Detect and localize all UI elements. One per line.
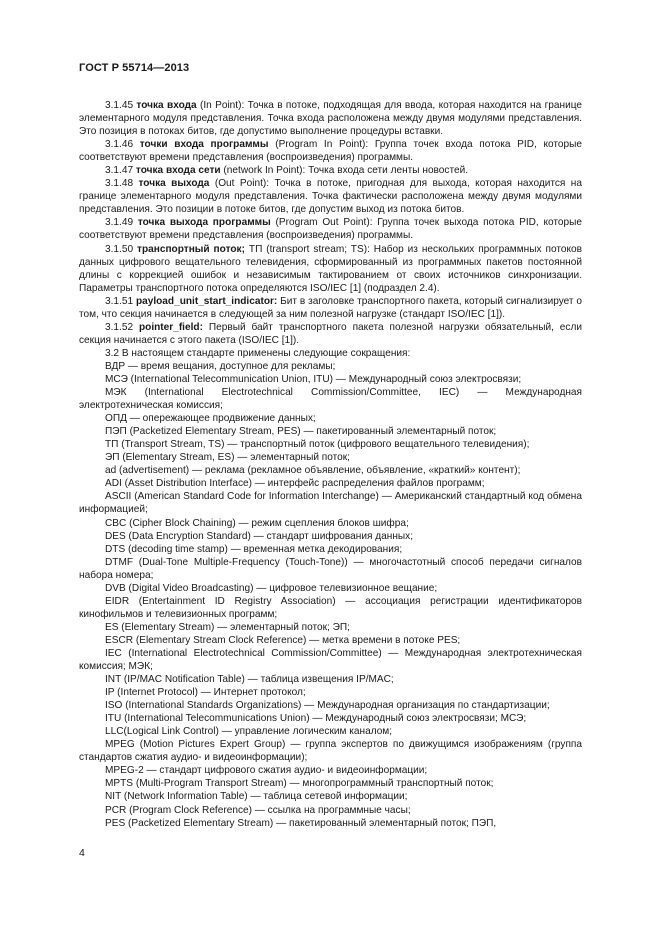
definition-term: транспортный поток; [137, 243, 245, 255]
abbreviation-item: NIT (Network Information Table) — таблица сетевой информации; [105, 791, 408, 803]
abbreviation-item: ТП (Transport Stream, TS) — транспортный поток (цифрового вещательного телевидения); [105, 439, 530, 451]
definition-term: точка выхода [138, 178, 210, 190]
abbreviation-item: EIDR (Entertainment ID Registry Association) — ассоциация регистрации идентификаторов кинофильмов и телевизионных программ; [79, 595, 582, 620]
abbreviation-item: ad (advertisement) — реклама (рекламное объявление, объявление, «краткий» контент); [105, 465, 521, 477]
abbreviation-item: PES (Packetized Elementary Stream) — пакетированный элементарный поток; ПЭП, [105, 817, 497, 829]
abbreviation-item: ITU (International Telecommunications Union) — Международный союз электросвязи; МСЭ; [105, 713, 527, 725]
abbreviation-item: INT (IP/MAC Notification Table) — таблица извещения IP/MAC; [105, 674, 394, 686]
definition-number: 3.1.49 [105, 217, 134, 229]
abbreviation-item: MPEG (Motion Pictures Expert Group) — группа экспертов по движущимся изображениям (группа стандартов сжатия аудио- и видеоинформации); [79, 739, 582, 764]
abbreviation-item: ISO (International Standards Organizations) — Международная организация по стандартизации; [105, 700, 550, 712]
abbreviation-item: МСЭ (International Telecommunication Union, ITU) — Международный союз электросвязи; [105, 373, 522, 385]
definition-term: точка выхода программы [137, 217, 271, 229]
definition-term: точки входа программы [139, 139, 269, 151]
definitions-section [79, 99, 582, 347]
abbreviations-intro: 3.2 В настоящем стандарте применены следующие сокращения: [105, 347, 411, 359]
definition-3.1.48 [79, 177, 582, 216]
abbreviation-item: DVB (Digital Video Broadcasting) — цифровое телевизионное вещание; [105, 582, 438, 594]
definition-text: (In Point): Точка в потоке, подходящая для ввода, которая находится на границе элементарного модуля представления. Точка входа расположена между двумя модулями представления. Это позиция в потоках битов, где допустимо выполнение процедуры вставки. [79, 100, 582, 138]
definition-text: (network In Point): Точка входа сети ленты новостей. [220, 165, 469, 177]
definition-3.1.45 [79, 99, 582, 138]
page-body [79, 99, 582, 830]
abbreviation-item: ADI (Asset Distribution Interface) — интерфейс распределения файлов программ; [105, 478, 485, 490]
abbreviation-item: DES (Data Encryption Standard) — стандарт шифрования данных; [105, 530, 414, 542]
abbreviation-item: MPEG-2 — стандарт цифрового сжатия аудио- и видеоинформации; [105, 765, 428, 777]
definition-text: (Program In Point): Группа точек входа потока PID, которые соответствуют времени представления (воспроизведения) программы. [79, 139, 582, 164]
abbreviation-item: ЭП (Elementary Stream, ES) — элементарный поток; [105, 452, 350, 464]
definition-term: pointer_field: [139, 321, 203, 333]
abbreviation-item: МЭК (International Electrotechnical Commission/Committee, IEC) — Международная электротехническая комиссия; [79, 387, 582, 412]
definition-term: payload_unit_start_indicator: [135, 295, 278, 307]
definition-text: (Out Point): Точка в потоке, пригодная для выхода, которая находится на границе элементарного модуля представления. Точка фактически расположена между двумя модулями представления. Это позиции в потоке битов, где допустим выход из потока битов. [79, 178, 582, 216]
definition-text: (Program Out Point): Группа точек выхода потока PID, которые соответствуют времени представления (воспроизведения) программы. [79, 217, 582, 242]
definition-text: Первый байт транспортного пакета полезной нагрузки обязательный, если секция начинается с этого пакета (ISO/IEC [1]). [79, 321, 582, 346]
abbreviation-item: IP (Internet Protocol) — Интернет протокол; [105, 687, 306, 699]
abbreviation-item: LLC(Logical Link Control) — управление логическим каналом; [105, 726, 393, 738]
definition-number: 3.1.51 [105, 295, 134, 307]
definition-3.1.51 [79, 295, 582, 321]
definition-3.1.50 [79, 243, 582, 295]
definition-term: точка входа [136, 100, 197, 111]
abbreviation-item: IEC (International Electrotechnical Commission/Committee) — Международная электротехническая комиссия; МЭК; [79, 647, 582, 673]
abbreviation-item: MPTS (Multi-Program Transport Stream) — многопрограммный транспортный поток; [105, 778, 494, 790]
definition-3.1.52 [79, 321, 582, 347]
definition-text: ТП (transport stream; TS): Набор из нескольких программных потоков данных цифрового вещательного телевидения, сформированный из программных пакетов постоянной длины с коррекцией ошибок и независимым тактированием от своих источников синхронизации. Параметры транспортного потока определяются ISO/IEC [1] (подраздел 2.4). [79, 243, 582, 294]
abbreviation-item: ВДР — время вещания, доступное для рекламы; [105, 360, 336, 372]
abbreviation-item: ПЭП (Packetized Elementary Stream, PES) — пакетированный элементарный поток; [105, 426, 497, 438]
abbreviation-item: DTMF (Dual-Tone Multiple-Frequency (Touch-Tone)) — многочастотный способ передачи сигналов набора номера; [79, 556, 582, 581]
abbreviation-item: DTS (decoding time stamp) — временная метка декодирования; [105, 543, 403, 555]
definition-text: Бит в заголовке транспортного пакета, который сигнализирует о том, что секция начинается в следующей за ним полезной нагрузке (стандарт ISO/IEC [1]). [79, 295, 583, 320]
definition-number: 3.1.46 [105, 139, 134, 151]
definition-3.1.49 [79, 216, 582, 242]
abbreviations-list [79, 360, 582, 830]
abbreviation-item: PCR (Program Clock Reference) — ссылка на программные часы; [105, 804, 411, 816]
abbreviation-item: ESCR (Elementary Stream Clock Reference) — метка времени в потоке PES; [105, 634, 461, 646]
definition-number: 3.1.50 [105, 243, 134, 255]
page-number: 4 [79, 847, 85, 859]
definition-number: 3.1.45 [105, 100, 134, 111]
definition-term: точка входа сети [135, 165, 221, 177]
definition-3.1.46 [79, 138, 582, 164]
abbreviation-item: ASCII (American Standard Code for Information Interchange) — Американский стандартный код обмена информацией; [79, 491, 582, 516]
definition-number: 3.1.52 [105, 321, 134, 333]
abbreviation-item: ES (Elementary Stream) — элементарный поток; ЭП; [105, 621, 350, 633]
page-header: ГОСТ Р 55714—2013 [79, 62, 190, 74]
abbreviation-item: ОПД — опережающее продвижение данных; [105, 413, 316, 425]
abbreviation-item: CBC (Cipher Block Chaining) — режим сцепления блоков шифра; [105, 517, 409, 529]
definition-number: 3.1.48 [105, 178, 134, 190]
definition-number: 3.1.47 [105, 165, 134, 177]
definition-3.1.47 [79, 164, 582, 177]
